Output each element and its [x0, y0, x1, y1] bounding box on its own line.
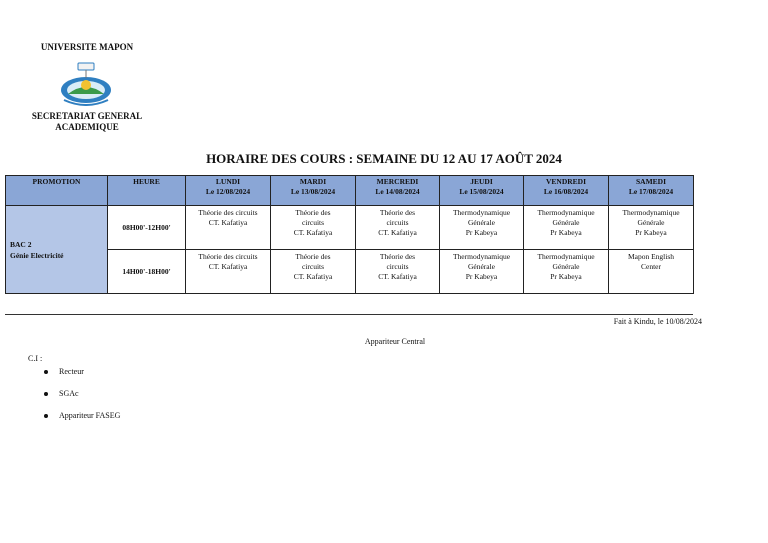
heure-cell: 14H00'-18H00' — [108, 250, 186, 294]
course-line: Thermodynamique — [452, 252, 511, 261]
day-date: Le 17/08/2024 — [628, 187, 674, 196]
bullet-icon — [44, 414, 48, 418]
course-line: CT. Kafatiya — [293, 228, 333, 237]
header-day — [524, 176, 609, 206]
course-cell — [271, 250, 356, 294]
ci-list — [42, 366, 120, 432]
day-name: VENDREDI — [545, 177, 586, 186]
secretariat-line-2: ACADEMIQUE — [55, 122, 119, 132]
course-line: Pr Kabeya — [465, 272, 498, 281]
ci-item-label: Appariteur FASEG — [59, 411, 121, 420]
list-item — [42, 366, 120, 388]
header-day — [186, 176, 271, 206]
course-line: Théorie des circuits — [198, 252, 258, 261]
course-line: circuits — [301, 262, 325, 271]
course-line: Mapon English — [627, 252, 675, 261]
course-line: Thermodynamique — [622, 208, 680, 217]
course-line: CT. Kafatiya — [293, 272, 333, 281]
course-line: CT. Kafatiya — [208, 218, 248, 227]
day-name: SAMEDI — [635, 177, 666, 186]
footer-divider — [5, 314, 693, 315]
list-item — [42, 410, 120, 432]
day-name: MERCREDI — [376, 177, 419, 186]
secretariat-line-1: SECRETARIAT GENERAL — [31, 111, 143, 121]
header-day — [356, 176, 440, 206]
course-cell — [186, 206, 271, 250]
course-cell — [609, 206, 694, 250]
promotion-cell — [6, 206, 108, 294]
course-line: Pr Kabeya — [550, 272, 582, 281]
day-date: Le 15/08/2024 — [459, 187, 504, 196]
day-date: Le 16/08/2024 — [543, 187, 589, 196]
course-cell — [271, 206, 356, 250]
course-line: CT. Kafatiya — [208, 262, 248, 271]
course-line: CT. Kafatiya — [378, 272, 417, 281]
table-header-row — [6, 176, 694, 206]
document-title: HORAIRE DES COURS : SEMAINE DU 12 AU 17 AOÛT 2024 — [206, 151, 562, 166]
table-row — [6, 250, 694, 294]
bullet-icon — [44, 370, 48, 374]
course-line: circuits — [386, 262, 409, 271]
course-line: Générale — [467, 218, 496, 227]
promotion-department: Génie Electricité — [10, 250, 64, 260]
course-line: Pr Kabeya — [635, 228, 667, 237]
ci-item-label: Recteur — [59, 367, 84, 376]
course-line: Thermodynamique — [537, 208, 595, 217]
list-item — [42, 388, 120, 410]
day-name: MARDI — [299, 177, 327, 186]
course-line: Théorie des — [379, 252, 416, 261]
course-line: CT. Kafatiya — [378, 228, 417, 237]
ci-label: C.I : — [28, 354, 43, 363]
course-line: Pr Kabeya — [550, 228, 582, 237]
course-line: Thermodynamique — [452, 208, 511, 217]
course-cell — [609, 250, 694, 294]
course-cell — [524, 250, 609, 294]
day-date: Le 12/08/2024 — [205, 187, 251, 196]
heure-cell: 08H00'-12H00' — [108, 206, 186, 250]
header-heure: HEURE — [108, 176, 186, 206]
header-day — [609, 176, 694, 206]
course-cell — [524, 206, 609, 250]
university-name: UNIVERSITE MAPON — [40, 42, 134, 52]
promotion-level: BAC 2 — [10, 239, 32, 249]
secretariat-heading — [18, 111, 156, 133]
header-day — [440, 176, 524, 206]
header-promotion: PROMOTION — [6, 176, 108, 206]
course-cell — [186, 250, 271, 294]
bullet-icon — [44, 392, 48, 396]
course-line: Center — [641, 262, 661, 271]
course-line: Théorie des — [379, 208, 416, 217]
day-date: Le 14/08/2024 — [375, 187, 420, 196]
course-line: Théorie des — [295, 208, 331, 217]
course-line: Pr Kabeya — [465, 228, 498, 237]
table-row — [6, 206, 694, 250]
day-date: Le 13/08/2024 — [290, 187, 336, 196]
ci-item-label: SGAc — [59, 389, 79, 398]
course-line: Théorie des circuits — [198, 208, 258, 217]
day-name: JEUDI — [470, 177, 493, 186]
course-line: circuits — [386, 218, 409, 227]
course-line: Générale — [637, 218, 665, 227]
course-cell — [440, 206, 524, 250]
course-cell — [356, 206, 440, 250]
course-line: circuits — [301, 218, 325, 227]
signatory-title: Appariteur Central — [364, 337, 426, 346]
course-line: Théorie des — [295, 252, 331, 261]
day-name: LUNDI — [215, 177, 241, 186]
course-line: Générale — [552, 262, 580, 271]
schedule-table — [5, 175, 694, 294]
course-line: Thermodynamique — [537, 252, 595, 261]
university-seal-icon — [58, 60, 114, 106]
header-day — [271, 176, 356, 206]
course-line: Générale — [467, 262, 496, 271]
course-line: Générale — [552, 218, 580, 227]
course-cell — [440, 250, 524, 294]
course-cell — [356, 250, 440, 294]
place-date-line: Fait à Kindu, le 10/08/2024 — [613, 317, 702, 326]
